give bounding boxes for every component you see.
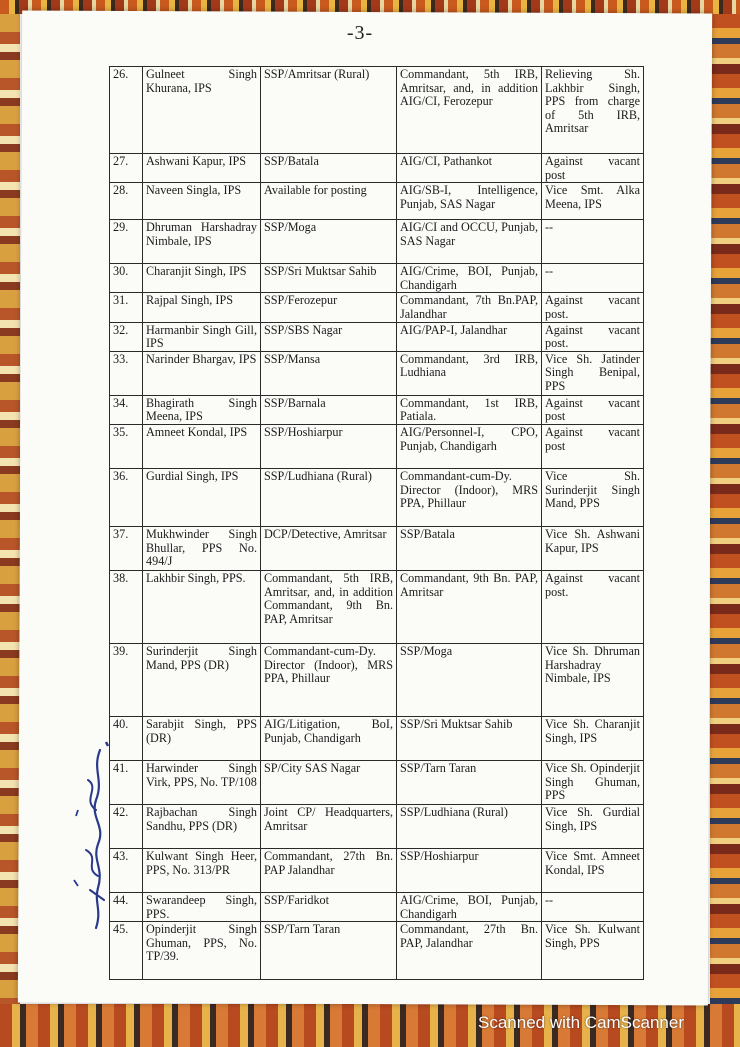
remarks-cell: Against vacant post [542, 424, 644, 468]
serial-number-cell: 28. [110, 183, 143, 220]
serial-number-cell: 39. [110, 643, 143, 716]
officer-name-cell: Harmanbir Singh Gill, IPS [143, 322, 261, 351]
table-row [110, 264, 644, 293]
posted-from-cell: SP/City SAS Nagar [261, 760, 397, 804]
posted-to-cell: Commandant, 9th Bn. PAP, Amritsar [397, 570, 542, 643]
posted-from-cell: SSP/Barnala [261, 395, 397, 424]
serial-number-cell: 27. [110, 154, 143, 183]
posted-from-cell: SSP/Sri Muktsar Sahib [261, 264, 397, 293]
table-row [110, 220, 644, 264]
table-row [110, 526, 644, 570]
posted-to-cell: Commandant, 3rd IRB, Ludhiana [397, 351, 542, 395]
officer-name-cell: Lakhbir Singh, PPS. [143, 570, 261, 643]
posted-from-cell: SSP/Batala [261, 154, 397, 183]
table-body [110, 67, 644, 980]
scanner-watermark: Scanned with CamScanner [478, 1013, 685, 1032]
remarks-cell: Vice Sh. Jatinder Singh Benipal, PPS [542, 351, 644, 395]
serial-number-cell: 36. [110, 468, 143, 526]
remarks-cell: Against vacant post [542, 395, 644, 424]
posted-from-cell: Joint CP/ Headquarters, Amritsar [261, 804, 397, 848]
posted-to-cell: AIG/CI and OCCU, Punjab, SAS Nagar [397, 220, 542, 264]
posted-from-cell: SSP/Tarn Taran [261, 922, 397, 980]
serial-number-cell: 41. [110, 760, 143, 804]
serial-number-cell: 40. [110, 716, 143, 760]
serial-number-cell: 38. [110, 570, 143, 643]
posted-from-cell: Commandant-cum-Dy. Director (Indoor), MRS PPA, Phillaur [261, 643, 397, 716]
remarks-cell: Against vacant post. [542, 293, 644, 322]
officer-name-cell: Naveen Singla, IPS [143, 183, 261, 220]
officer-name-cell: Opinderjit Singh Ghuman, PPS, No. TP/39. [143, 922, 261, 980]
posted-from-cell: DCP/Detective, Amritsar [261, 526, 397, 570]
serial-number-cell: 35. [110, 424, 143, 468]
remarks-cell: Vice Sh. Gurdial Singh, IPS [542, 804, 644, 848]
posted-to-cell: Commandant, 27th Bn. PAP, Jalandhar [397, 922, 542, 980]
serial-number-cell: 44. [110, 892, 143, 921]
remarks-cell: Vice Sh. Surinderjit Singh Mand, PPS [542, 468, 644, 526]
posted-to-cell: AIG/CI, Pathankot [397, 154, 542, 183]
posted-from-cell: AIG/Litigation, BoI, Punjab, Chandigarh [261, 716, 397, 760]
table-row [110, 67, 644, 154]
remarks-cell: Relieving Sh. Lakhbir Singh, PPS from charge of 5th IRB, Amritsar [542, 67, 644, 154]
officer-name-cell: Mukhwinder Singh Bhullar, PPS No. 494/J [143, 526, 261, 570]
serial-number-cell: 42. [110, 804, 143, 848]
officer-name-cell: Amneet Kondal, IPS [143, 424, 261, 468]
posted-to-cell: SSP/Batala [397, 526, 542, 570]
table-row [110, 351, 644, 395]
table-row [110, 322, 644, 351]
officer-name-cell: Gurdial Singh, IPS [143, 468, 261, 526]
posted-to-cell: AIG/Crime, BOI, Punjab, Chandigarh [397, 264, 542, 293]
officer-name-cell: Kulwant Singh Heer, PPS, No. 313/PR [143, 848, 261, 892]
posted-from-cell: Commandant, 27th Bn. PAP Jalandhar [261, 848, 397, 892]
posted-to-cell: Commandant-cum-Dy. Director (Indoor), MRS PPA, Phillaur [397, 468, 542, 526]
officer-name-cell: Narinder Bhargav, IPS [143, 351, 261, 395]
officer-name-cell: Charanjit Singh, IPS [143, 264, 261, 293]
officer-name-cell: Rajpal Singh, IPS [143, 293, 261, 322]
transfer-orders-table [109, 66, 644, 980]
serial-number-cell: 31. [110, 293, 143, 322]
posted-to-cell: Commandant, 5th IRB, Amritsar, and, in addition AIG/CI, Ferozepur [397, 67, 542, 154]
table-row [110, 716, 644, 760]
posted-to-cell: SSP/Hoshiarpur [397, 848, 542, 892]
officer-name-cell: Bhagirath Singh Meena, IPS [143, 395, 261, 424]
table-row [110, 848, 644, 892]
remarks-cell: Vice Sh. Charanjit Singh, IPS [542, 716, 644, 760]
remarks-cell: Vice Sh. Opinderjit Singh Ghuman, PPS [542, 760, 644, 804]
remarks-cell: -- [542, 220, 644, 264]
remarks-cell: Vice Sh. Dhruman Harshadray Nimbale, IPS [542, 643, 644, 716]
serial-number-cell: 30. [110, 264, 143, 293]
table-row [110, 154, 644, 183]
officer-name-cell: Sarabjit Singh, PPS (DR) [143, 716, 261, 760]
posted-to-cell: AIG/Crime, BOI, Punjab, Chandigarh [397, 892, 542, 921]
officer-name-cell: Harwinder Singh Virk, PPS, No. TP/108 [143, 760, 261, 804]
table-row [110, 183, 644, 220]
page-number: -3- [346, 22, 374, 44]
background-pattern-right [710, 14, 740, 1004]
serial-number-cell: 32. [110, 322, 143, 351]
table-row [110, 395, 644, 424]
posted-from-cell: Commandant, 5th IRB, Amritsar, and, in addition Commandant, 9th Bn. PAP, Amritsar [261, 570, 397, 643]
table-row [110, 760, 644, 804]
serial-number-cell: 37. [110, 526, 143, 570]
posted-to-cell: SSP/Ludhiana (Rural) [397, 804, 542, 848]
posted-to-cell: SSP/Sri Muktsar Sahib [397, 716, 542, 760]
posted-from-cell: SSP/Ludhiana (Rural) [261, 468, 397, 526]
posted-to-cell: AIG/Personnel-I, CPO, Punjab, Chandigarh [397, 424, 542, 468]
table-row [110, 892, 644, 921]
officer-name-cell: Rajbachan Singh Sandhu, PPS (DR) [143, 804, 261, 848]
posted-to-cell: SSP/Moga [397, 643, 542, 716]
posted-from-cell: SSP/SBS Nagar [261, 322, 397, 351]
posted-from-cell: SSP/Faridkot [261, 892, 397, 921]
posted-to-cell: SSP/Tarn Taran [397, 760, 542, 804]
posted-from-cell: SSP/Moga [261, 220, 397, 264]
officer-name-cell: Dhruman Harshadray Nimbale, IPS [143, 220, 261, 264]
remarks-cell: -- [542, 264, 644, 293]
posted-to-cell: AIG/PAP-I, Jalandhar [397, 322, 542, 351]
table-row [110, 293, 644, 322]
remarks-cell: Vice Smt. Amneet Kondal, IPS [542, 848, 644, 892]
remarks-cell: Against vacant post. [542, 322, 644, 351]
serial-number-cell: 34. [110, 395, 143, 424]
handwritten-signature [70, 740, 120, 940]
officer-name-cell: Gulneet Singh Khurana, IPS [143, 67, 261, 154]
remarks-cell: Vice Sh. Ashwani Kapur, IPS [542, 526, 644, 570]
table-row [110, 468, 644, 526]
table-row [110, 804, 644, 848]
remarks-cell: Vice Smt. Alka Meena, IPS [542, 183, 644, 220]
officer-name-cell: Ashwani Kapur, IPS [143, 154, 261, 183]
table-row [110, 922, 644, 980]
officer-name-cell: Swarandeep Singh, PPS. [143, 892, 261, 921]
remarks-cell: Against vacant post. [542, 570, 644, 643]
table-row [110, 643, 644, 716]
table-row [110, 424, 644, 468]
posted-from-cell: SSP/Hoshiarpur [261, 424, 397, 468]
serial-number-cell: 33. [110, 351, 143, 395]
posted-from-cell: SSP/Ferozepur [261, 293, 397, 322]
serial-number-cell: 43. [110, 848, 143, 892]
serial-number-cell: 26. [110, 67, 143, 154]
remarks-cell: Against vacant post [542, 154, 644, 183]
posted-to-cell: Commandant, 7th Bn.PAP, Jalandhar [397, 293, 542, 322]
serial-number-cell: 29. [110, 220, 143, 264]
remarks-cell: Vice Sh. Kulwant Singh, PPS [542, 922, 644, 980]
background-pattern-left [0, 14, 20, 1004]
posted-from-cell: SSP/Amritsar (Rural) [261, 67, 397, 154]
posted-to-cell: Commandant, 1st IRB, Patiala. [397, 395, 542, 424]
officer-name-cell: Surinderjit Singh Mand, PPS (DR) [143, 643, 261, 716]
table-row [110, 570, 644, 643]
serial-number-cell: 45. [110, 922, 143, 980]
posted-to-cell: AIG/SB-I, Intelligence, Punjab, SAS Nagar [397, 183, 542, 220]
posted-from-cell: SSP/Mansa [261, 351, 397, 395]
posted-from-cell: Available for posting [261, 183, 397, 220]
remarks-cell: -- [542, 892, 644, 921]
